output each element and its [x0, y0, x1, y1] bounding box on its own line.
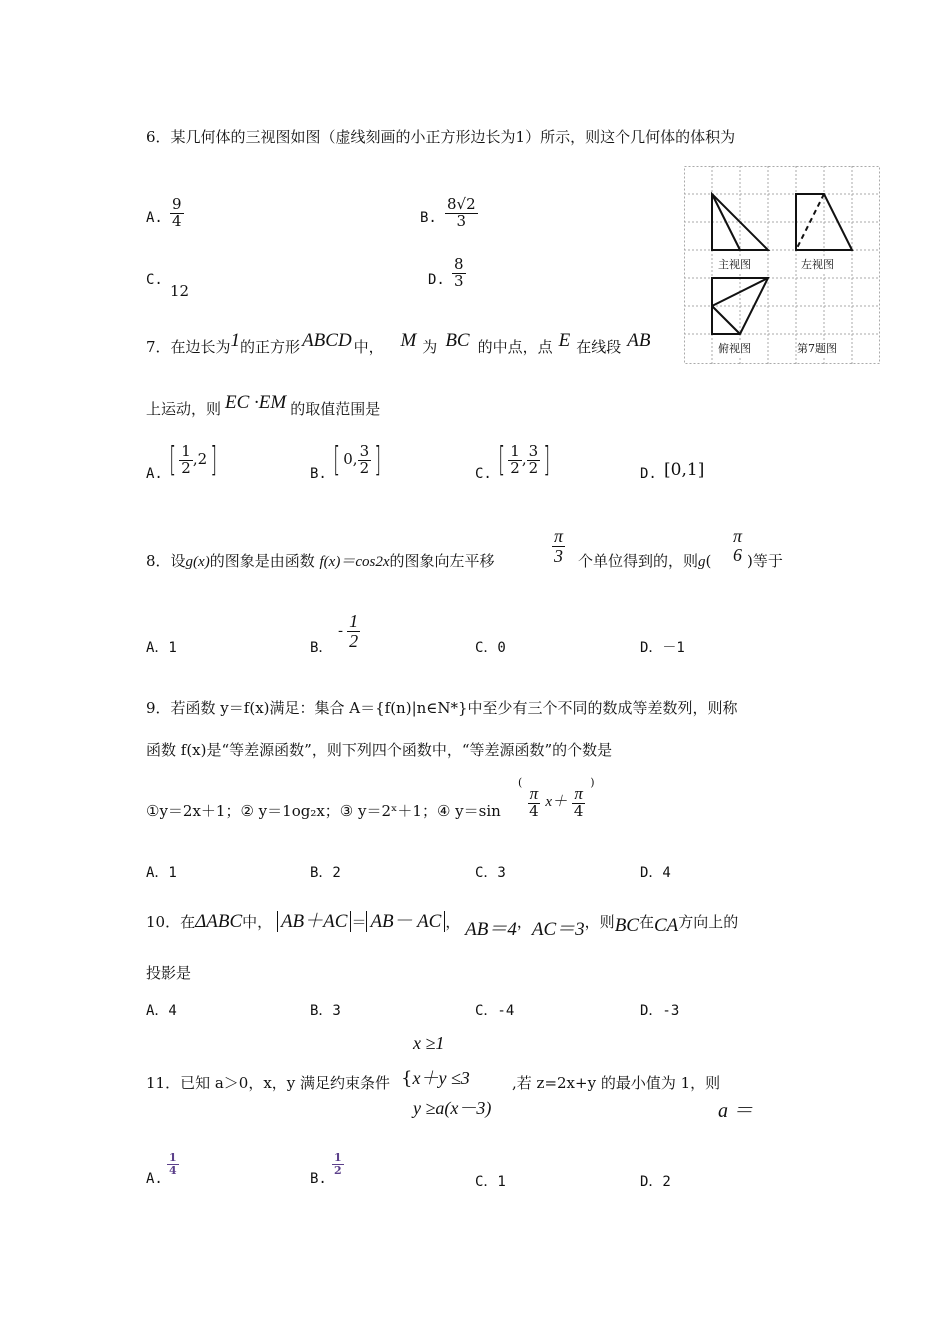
- side-view-label: 左视图: [801, 258, 834, 271]
- q8-option-c: C．0: [475, 640, 506, 656]
- q9-option-b: B．2: [310, 865, 341, 881]
- q6-stem: 6．某几何体的三视图如图（虚线刻画的小正方形边长为1）所示，则这个几何体的体积为: [146, 128, 736, 146]
- q9-option-d: D．4: [640, 865, 671, 881]
- q7-option-d-label: D.: [640, 466, 657, 482]
- front-view-label: 主视图: [718, 258, 751, 271]
- q8-option-a: A．1: [146, 640, 177, 656]
- q6-option-b-label: B.: [420, 210, 437, 226]
- q7-option-a-label: A.: [146, 466, 163, 482]
- q11-constraint-3: y ≥a(x－3): [413, 1098, 492, 1118]
- q7-option-c-value: [ $\frac{1}{2}$ , $\frac{3}{2}$ ]: [498, 440, 551, 480]
- figure-caption: 第7题图: [797, 342, 837, 355]
- q8-option-d: D．－1: [640, 640, 685, 656]
- top-view-label: 俯视图: [718, 342, 751, 355]
- q6-option-a-value: $\frac{9}{4}$: [172, 195, 182, 230]
- q11-stem-tail: ,若 z=2x+y 的最小值为 1，则: [512, 1074, 721, 1092]
- q10-option-c: C．-4: [475, 1003, 515, 1019]
- q7-option-b-label: B.: [310, 466, 327, 482]
- q8-stem-tail: 个单位得到的，则g(: [578, 552, 712, 570]
- q9-option-c: C．3: [475, 865, 506, 881]
- q11-a-equals: a ＝: [718, 1100, 753, 1122]
- q9-stem-line2: 函数 f(x)是“等差源函数”，则下列四个函数中，“等差源函数”的个数是: [146, 741, 613, 759]
- q11-option-a-value: $\frac{1}{4}$: [169, 1151, 177, 1177]
- q6-option-d-value: $\frac{8}{3}$: [454, 255, 464, 290]
- q10-stem-line1: 10．在ΔABC中， AB＋AC ＝ AB－ AC ， AB＝4，AC＝3，则BC在CA方向上的: [146, 911, 739, 940]
- q7-stem-line2: 上运动，则 EC ·EM 的取值范围是: [146, 392, 381, 418]
- q9-stem-line1: 9．若函数 y＝f(x)满足：集合 A＝{f(n)|n∈N*}中至少有三个不同的数成等差数列，则称: [146, 699, 738, 717]
- q8-stem-end: )等于: [747, 552, 783, 570]
- q7-option-a-value: [ $\frac{1}{2}$ ,2]: [169, 440, 218, 480]
- q11-option-b-value: $\frac{1}{2}$: [334, 1151, 342, 1177]
- q11-stem: 11．已知 a＞0，x，y 满足约束条件: [146, 1074, 391, 1092]
- q11-option-d: D．2: [640, 1174, 671, 1190]
- q6-option-b-value: $\frac{8√2}{3}$: [447, 195, 476, 230]
- q8-option-b-label: B．: [310, 640, 333, 656]
- q11-option-c: C．1: [475, 1174, 506, 1190]
- q11-option-b-label: B.: [310, 1171, 327, 1187]
- q9-functions: ①y＝2x＋1；② y＝1og₂x；③ y＝2ˣ＋1；④ y＝sin: [146, 802, 501, 820]
- q6-option-c-label: C.: [146, 272, 163, 288]
- q8-shift-fraction: $\frac{\pi}{3}$: [554, 526, 564, 566]
- q8-stem: 8．设g(x)的图象是由函数 f(x)＝cos2x的图象向左平移: [146, 552, 495, 570]
- q10-option-b: B．3: [310, 1003, 341, 1019]
- q9-sin-argument: ( $\frac{\pi}{4}$ x＋ $\frac{\pi}{4}$ ): [518, 776, 595, 820]
- q10-option-a: A．4: [146, 1003, 177, 1019]
- q7-option-b-value: [ 0, $\frac{3}{2}$ ]: [333, 440, 382, 480]
- q11-constraint-1: x ≥1: [413, 1033, 445, 1053]
- q11-option-a-label: A.: [146, 1171, 163, 1187]
- q7-option-c-label: C.: [475, 466, 492, 482]
- q8-option-b-value: - $\frac{1}{2}$: [338, 611, 359, 651]
- three-view-figure: [684, 166, 880, 364]
- q7-stem-line1: 7．在边长为1的正方形 ABCD 中， M 为 BC 的中点，点 E 在线段 AB: [146, 330, 651, 356]
- q11-constraint-2: {x＋y ≤3: [401, 1068, 470, 1089]
- q10-option-d: D．-3: [640, 1003, 680, 1019]
- q8-eval-fraction: π 6: [733, 526, 743, 565]
- q7-option-d-value: [0,1]: [664, 460, 705, 480]
- q6-option-d-label: D.: [428, 272, 445, 288]
- q10-stem-line2: 投影是: [146, 964, 192, 982]
- q9-option-a: A．1: [146, 865, 177, 881]
- q6-option-a-label: A.: [146, 210, 163, 226]
- q6-option-c-value: 12: [170, 282, 190, 300]
